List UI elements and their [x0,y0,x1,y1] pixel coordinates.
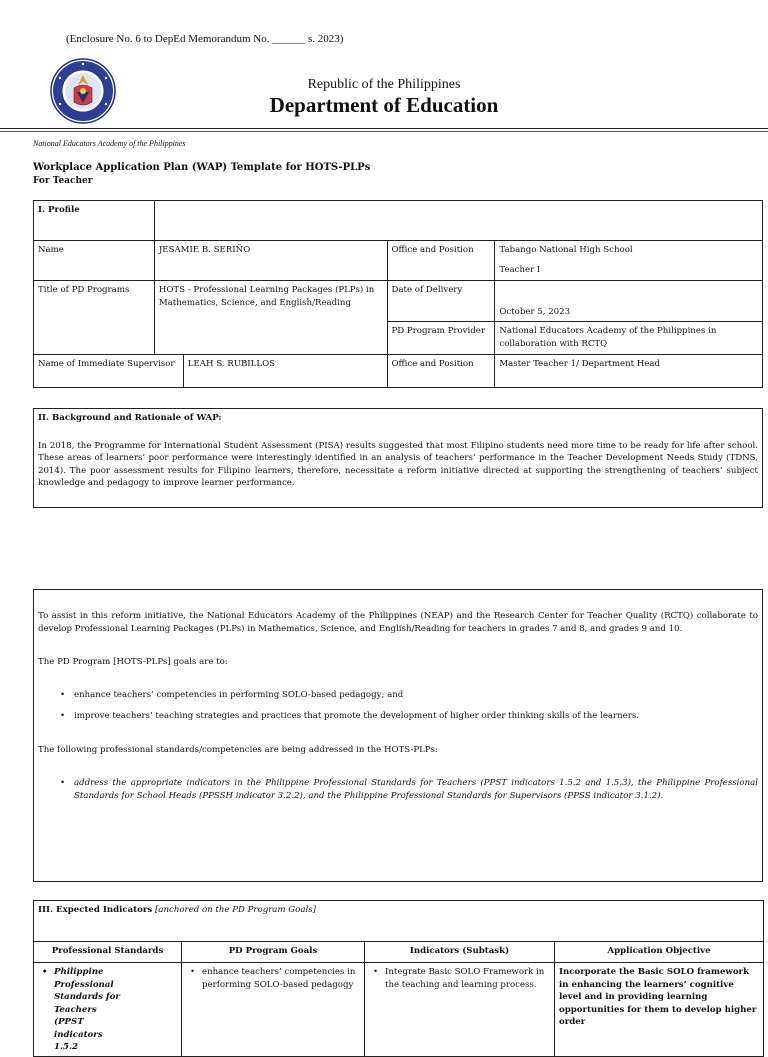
column-header: Application Objective [555,942,764,963]
supervisor-value: LEAH S. RUBILLOS [183,355,387,388]
goals-intro: The PD Program [HOTS-PLPs] goals are to: [38,657,228,667]
indicators-heading-cell [34,901,764,942]
name-label: Name [34,241,155,281]
document-title: Workplace Application Plan (WAP) Template for HOTS-PLPs [33,162,371,173]
table-row [34,963,764,1057]
pd-title-value: HOTS - Professional Learning Packages (PLPs) in Mathematics, Science, and English/Reading [154,281,387,355]
profile-table [33,200,763,388]
background-section [33,408,763,508]
goal-cell [182,963,365,1057]
office-value-school: Tabango National High School [499,245,633,255]
indicator-cell [365,963,555,1057]
republic-heading: Republic of the Philippines [307,77,461,92]
academy-label: National Educators Academy of the Philippines [33,139,186,148]
standards-intro: The following professional standards/competencies are being addressed in the HOTS-PLPs: [38,744,438,755]
standards-item: • address the appropriate indicators in the Philippine Professional Standards for Teachers (PPST indicators 1.5.2 and 1.5.3), the Philippine Professional Standards for School Heads (PPSSH indicator 3.2.2), and the Philippine Professional Standards for Supervisors (PPSS indicator 3.1.2). [38,777,758,802]
enclosure-note: (Enclosure No. 6 to DepEd Memorandum No. ______ s. 2023) [66,33,344,45]
supervisor-label: Name of Immediate Supervisor [34,355,184,388]
name-value: JESAMIE B. SERIÑO [154,241,387,281]
date-value: October 5, 2023 [495,281,763,322]
indicators-heading-note: [anchored on the PD Program Goals] [155,905,316,915]
standard-cell [34,963,182,1057]
office-value [495,241,763,281]
goal-item: • enhance teachers’ competencies in performing SOLO-based pedagogy; and [38,689,758,702]
supervisor-office-value: Master Teacher 1/ Department Head [495,355,763,388]
goal-item: • improve teachers’ teaching strategies and practices that promote the development of higher order thinking skills of the learners. [38,710,758,723]
supervisor-office-label: Office and Position [387,355,495,388]
indicators-table [33,900,764,1057]
profile-header-blank [154,201,762,241]
document-subtitle: For Teacher [33,176,93,186]
pd-title-label: Title of PD Programs [34,281,155,355]
profile-section-label: I. Profile [34,201,155,241]
header-rule [0,128,768,129]
provider-label: PD Program Provider [387,322,495,355]
date-label: Date of Delivery [387,281,495,322]
header-rule-thin [0,131,768,132]
column-header: Indicators (Subtask) [365,942,555,963]
goal-text: • enhance teachers’ competencies in performing SOLO-based pedagogy [186,966,360,991]
department-heading: Department of Education [269,93,499,117]
rationale-intro: To assist in this reform initiative, the National Educators Academy of the Philippines (NEAP) and the Research Center for Teacher Quality (RCTQ) collaborate to develop Professional Learning Packages (PLPs) in Mathematics, Science, and English/Reading for teachers in grades 7 and 8, and grades 9 and 10. [38,611,758,634]
background-heading: II. Background and Rationale of WAP: [38,413,222,423]
rationale-section [33,589,763,882]
standard-text: • Philippine Professional Standards for Teachers (PPST indicators 1.5.2 [38,966,177,1054]
background-paragraph: In 2018, the Programme for International Student Assessment (PISA) results suggested that most Filipino students need more time to be ready for life after school. These areas of learners’ poor performance were interestingly identified in an analysis of teachers’ performance in the Teacher Development Needs Study (TDNS, 2014). The poor assessment results for Filipino learners, therefore, necessitate a reform initiative directed at supporting the strengthening of teachers’ subject knowledge and pedagogy to improve learner performance. [38,440,758,488]
indicators-heading: III. Expected Indicators [38,905,153,915]
column-header: Professional Standards [34,942,182,963]
column-header: PD Program Goals [182,942,365,963]
indicator-text: • Integrate Basic SOLO Framework in the teaching and learning process. [369,966,550,991]
office-label: Office and Position [387,241,495,281]
objective-text: Incorporate the Basic SOLO framework in enhancing the learners’ cognitive level and in providing learning opportunities for them to develop higher order [555,963,764,1057]
office-value-position: Teacher I [499,265,541,275]
provider-value: National Educators Academy of the Philippines in collaboration with RCTQ [495,322,763,355]
